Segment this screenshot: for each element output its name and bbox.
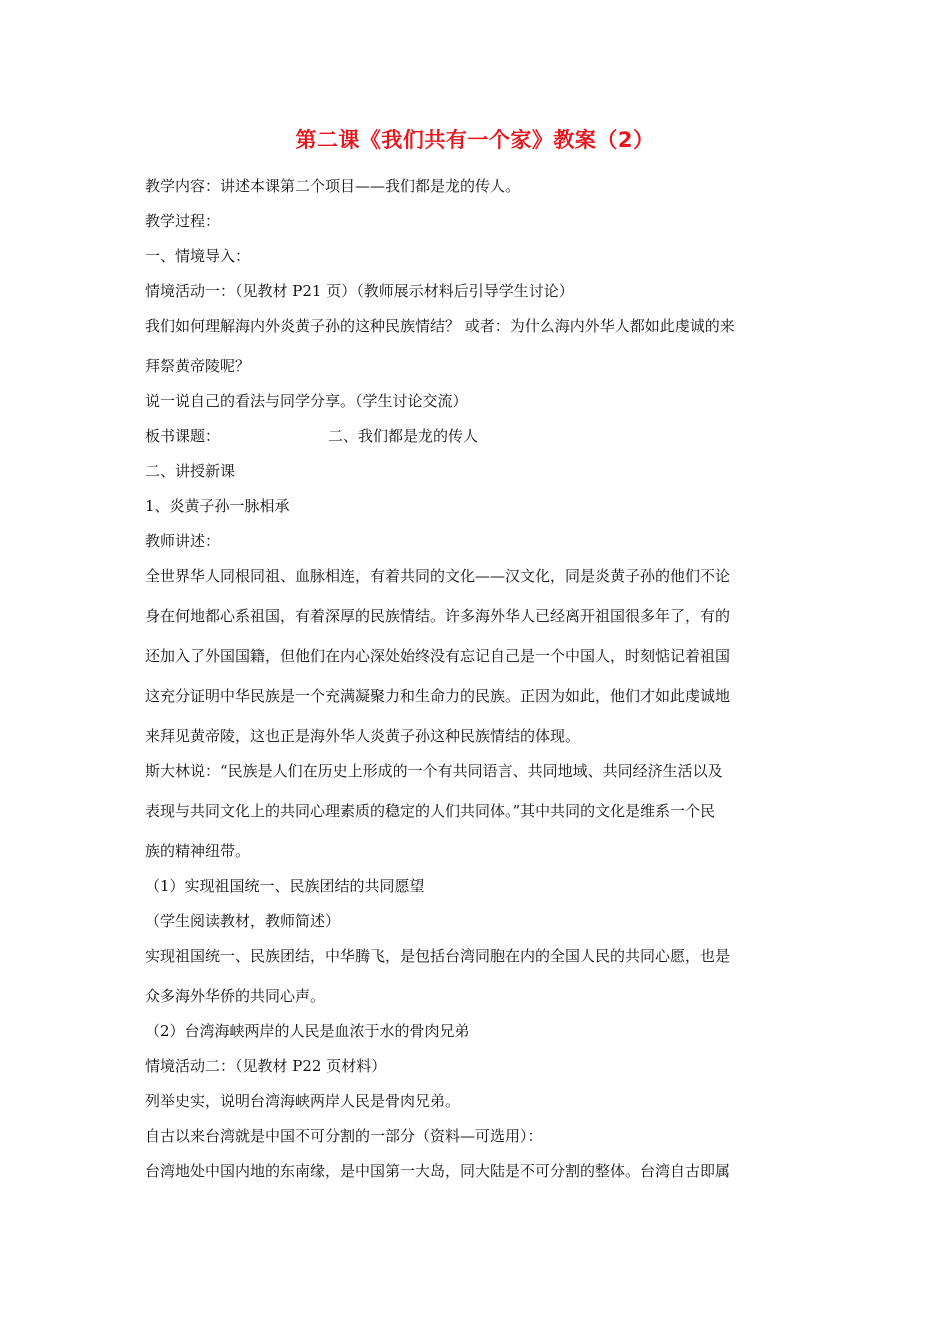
- paragraph-line: 还加入了外国国籍，但他们在内心深处始终没有忘记自己是一个中国人，时刻惦记着祖国: [145, 647, 731, 665]
- paragraph-line: 众多海外华侨的共同心声。: [145, 987, 326, 1005]
- document-title: 第二课《我们共有一个家》教案（2）: [295, 128, 655, 152]
- paragraph-line: 身在何地都心系祖国，有着深厚的民族情结。许多海外华人已经离开祖国很多年了，有的: [145, 607, 731, 625]
- subsection-heading: （2）台湾海峡两岸的人民是血浓于水的骨肉兄弟: [145, 1022, 470, 1040]
- paragraph: 教学过程：: [145, 212, 221, 230]
- paragraph: 情境活动二：（见教材 P22 页材料）: [145, 1057, 387, 1075]
- paragraph-line: 斯大林说：“民族是人们在历史上形成的一个有共同语言、共同地域、共同经济生活以及: [145, 762, 723, 780]
- paragraph: 说一说自己的看法与同学分享。（学生讨论交流）: [145, 392, 468, 410]
- paragraph: 自古以来台湾就是中国不可分割的一部分（资料—可选用）：: [145, 1127, 543, 1145]
- document-body: [145, 176, 810, 1182]
- paragraph: 教师讲述：: [145, 532, 221, 550]
- paragraph-line: 台湾地处中国内地的东南缘，是中国第一大岛，同大陆是不可分割的整体。台湾自古即属: [145, 1162, 731, 1180]
- paragraph-line: 拜祭黄帝陵呢？: [145, 357, 251, 375]
- subsection-heading: （1）实现祖国统一、民族团结的共同愿望: [145, 877, 425, 895]
- paragraph-line: 我们如何理解海内外炎黄子孙的这种民族情结？ 或者：为什么海内外华人都如此虔诚的来: [145, 317, 735, 335]
- paragraph-line: 这充分证明中华民族是一个充满凝聚力和生命力的民族。正因为如此，他们才如此虔诚地: [145, 687, 731, 705]
- board-label: 板书课题：: [145, 427, 221, 445]
- subsection-heading: 1、炎黄子孙一脉相承: [145, 497, 290, 515]
- paragraph: （学生阅读教材，教师简述）: [145, 912, 341, 930]
- paragraph-line: 族的精神纽带。: [145, 842, 251, 860]
- paragraph-line: 来拜见黄帝陵，这也正是海外华人炎黄子孙这种民族情结的体现。: [145, 727, 581, 745]
- section-heading: 二、讲授新课: [145, 462, 236, 480]
- paragraph: 情境活动一：（见教材 P21 页）（教师展示材料后引导学生讨论）: [145, 282, 574, 300]
- paragraph-line: 表现与共同文化上的共同心理素质的稳定的人们共同体。”其中共同的文化是维系一个民: [145, 802, 716, 820]
- paragraph: 教学内容：讲述本课第二个项目——我们都是龙的传人。: [145, 177, 521, 195]
- paragraph-line: 实现祖国统一、民族团结，中华腾飞，是包括台湾同胞在内的全国人民的共同心愿，也是: [145, 947, 731, 965]
- paragraph-line: 全世界华人同根同祖、血脉相连，有着共同的文化——汉文化，同是炎黄子孙的他们不论: [145, 567, 731, 585]
- section-heading: 一、情境导入：: [145, 247, 251, 265]
- board-text: 二、我们都是龙的传人: [328, 427, 479, 445]
- board-topic: [145, 426, 810, 447]
- paragraph: 列举史实，说明台湾海峡两岸人民是骨肉兄弟。: [145, 1092, 461, 1110]
